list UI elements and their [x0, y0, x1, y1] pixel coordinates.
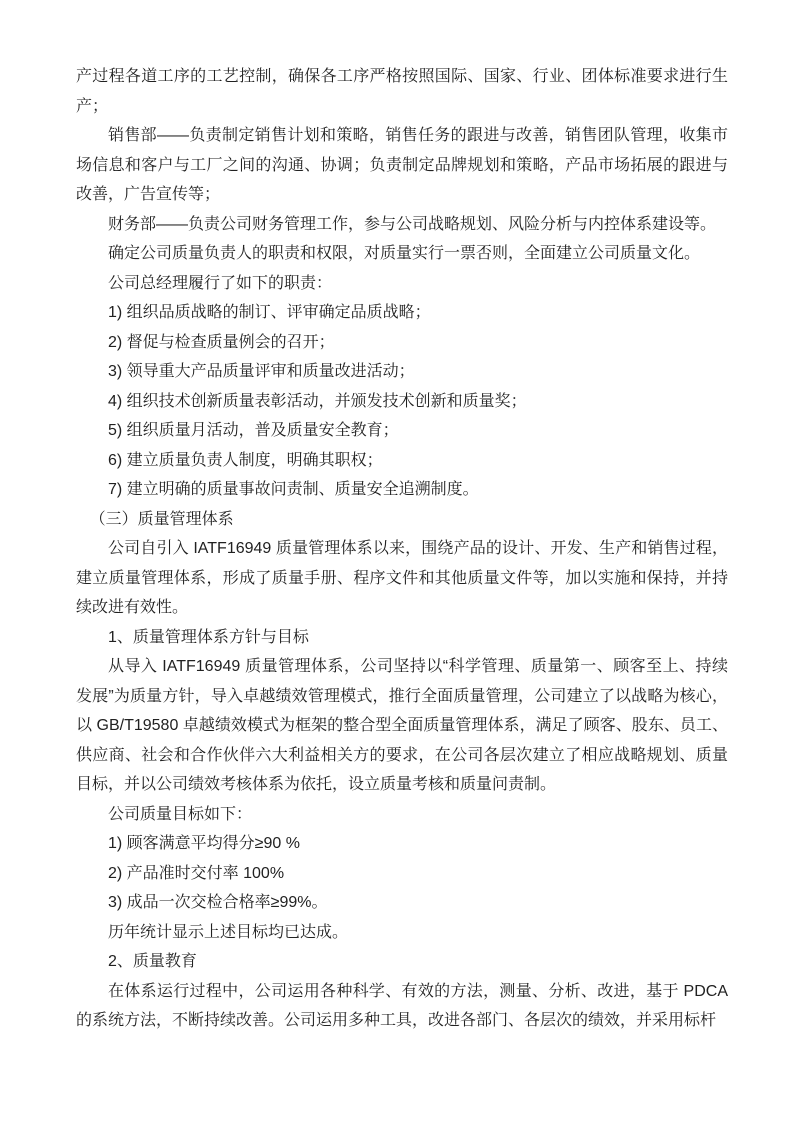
- paragraph-quality-policy: 从导入 IATF16949 质量管理体系，公司坚持以“科学管理、质量第一、顾客至上、持续发展”为质量方针，导入卓越绩效管理模式，推行全面质量管理，公司建立了以战略为核心，以 GB/T19580 卓越绩效模式为框架的整合型全面质量管理体系，满足了顾客、股东、员工、供应商、社会和合作伙伴六大利益相关方的要求，在公司各层次建立了相应战略规划、质量目标，并以公司绩效考核体系为依托，设立质量考核和质量问责制。: [76, 658, 728, 793]
- list-item-goal-3: 3) 成品一次交检合格率≥99%。: [108, 894, 328, 911]
- section-heading-quality-system: （三）质量管理体系: [89, 510, 234, 528]
- paragraph-sales-dept: 销售部——负责制定销售计划和策略，销售任务的跟进与改善，销售团队管理，收集市场信息和客户与工厂之间的沟通、协调；负责制定品牌规划和策略，产品市场拓展的跟进与改善，广告宣传等；: [76, 127, 728, 203]
- subsection-heading-policy-goals: 1、质量管理体系方针与目标: [108, 628, 309, 646]
- list-item-goal-1: 1) 顾客满意平均得分≥90 %: [108, 835, 300, 852]
- paragraph-goals-intro: 公司质量目标如下：: [108, 805, 253, 823]
- paragraph-gm-duties-intro: 公司总经理履行了如下的职责：: [108, 274, 333, 292]
- subsection-heading-quality-education: 2、质量教育: [108, 953, 197, 970]
- paragraph-goals-achieved: 历年统计显示上述目标均已达成。: [108, 923, 349, 941]
- paragraph-quality-owner: 确定公司质量负责人的职责和权限，对质量实行一票否则，全面建立公司质量文化。: [108, 245, 701, 262]
- list-item-duty-6: 6) 建立质量负责人制度，明确其职权；: [108, 451, 383, 469]
- paragraph-production-control: 产过程各道工序的工艺控制，确保各工序严格按照国际、国家、行业、团体标准要求进行生产；: [76, 68, 728, 115]
- list-item-duty-2: 2) 督促与检查质量例会的召开；: [108, 333, 335, 351]
- paragraph-pdca: 在体系运行过程中，公司运用各种科学、有效的方法，测量、分析、改进，基于 PDCA 的系统方法，不断持续改善。公司运用多种工具，改进各部门、各层次的绩效，并采用标杆: [76, 982, 728, 1029]
- paragraph-finance-dept: 财务部——负责公司财务管理工作，参与公司战略规划、风险分析与内控体系建设等。: [108, 215, 717, 233]
- list-item-duty-4: 4) 组织技术创新质量表彰活动，并颁发技术创新和质量奖；: [108, 392, 527, 410]
- list-item-goal-2: 2) 产品准时交付率 100%: [108, 864, 285, 882]
- list-item-duty-1: 1) 组织品质战略的制订、评审确定品质战略；: [108, 304, 431, 321]
- list-item-duty-3: 3) 领导重大产品质量评审和质量改进活动；: [108, 363, 415, 380]
- paragraph-iatf-intro: 公司自引入 IATF16949 质量管理体系以来，围绕产品的设计、开发、生产和销售过程，建立质量管理体系，形成了质量手册、程序文件和其他质量文件等，加以实施和保持，并持续改进有效性。: [76, 540, 728, 616]
- list-item-duty-7: 7) 建立明确的质量事故问责制、质量安全追溯制度。: [108, 481, 479, 498]
- list-item-duty-5: 5) 组织质量月活动，普及质量安全教育；: [108, 422, 399, 439]
